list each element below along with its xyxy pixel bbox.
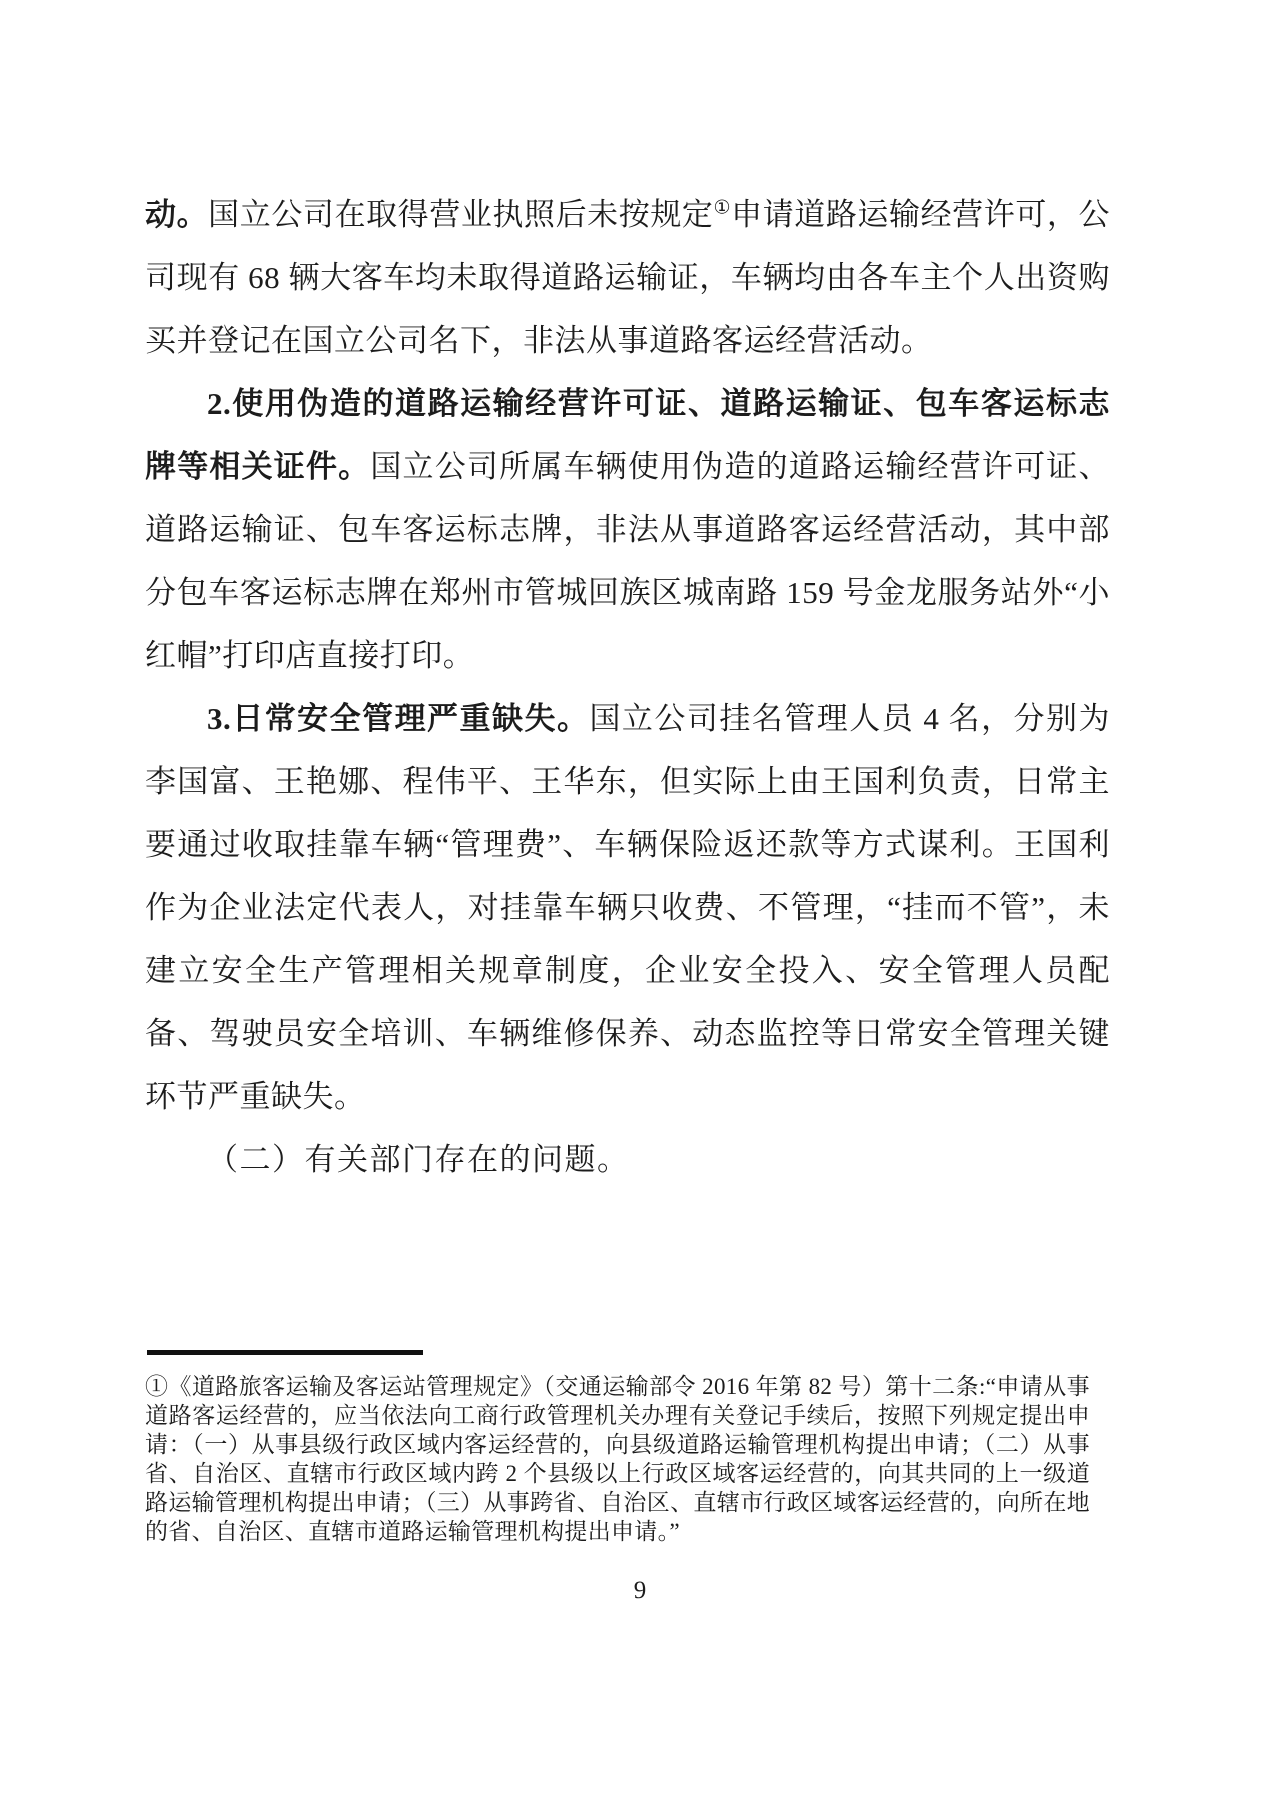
- para3-text: 国立公司挂名管理人员 4 名，分别为李国富、王艳娜、程伟平、王华东，但实际上由王国利负责，日常主要通过收取挂靠车辆“管理费”、车辆保险返还款等方式谋利。王国利作为企业法定代表人，对挂靠车辆只收费、不管理，“挂而不管”，未建立安全生产管理相关规章制度，企业安全投入、安全管理人员配备、驾驶员安全培训、车辆维修保养、动态监控等日常安全管理关键环节严重缺失。: [145, 701, 1111, 1114]
- para2-bold-heading: 2.使用伪造的道路运输经营许可证、道路运输证、包车客运标志牌等相关证件。: [145, 386, 1110, 484]
- para1-bold-tail: 动。: [145, 197, 209, 232]
- para3-bold-heading: 3.日常安全管理严重缺失。: [207, 701, 590, 736]
- main-content: [145, 183, 1110, 1191]
- section-heading-text: （二）有关部门存在的问题。: [207, 1142, 630, 1177]
- footnote-separator-line: [147, 1350, 423, 1355]
- para1-text: 国立公司在取得营业执照后未按规定: [208, 197, 714, 232]
- footnote-body-text: 《道路旅客运输及客运站管理规定》（交通运输部令 2016 年第 82 号）第十二条:“申请从事道路客运经营的，应当依法向工商行政管理机关办理有关登记手续后，按照下列规定提出申请：（一）从事县级行政区域内客运经营的，向县级道路运输管理机构提出申请；（二）从事省、自治区、直辖市行政区域内跨 2 个县级以上行政区域客运经营的，向其共同的上一级道路运输管理机构提出申请；（三）从事跨省、自治区、直辖市行政区域客运经营的，向所在地的省、自治区、直辖市道路运输管理机构提出申请。”: [145, 1374, 1090, 1544]
- para1-text-continued: 申请道路运输经营许可，公司现有 68 辆大客车均未取得道路运输证，车辆均由各车主个人出资购买并登记在国立公司名下，非法从事道路客运经营活动。: [145, 197, 1111, 358]
- paragraph-3: [145, 687, 1110, 1128]
- footnote-ref-mark: ①: [145, 1374, 169, 1399]
- paragraph-2: [145, 372, 1110, 687]
- paragraph-4-section-heading: [145, 1128, 1110, 1191]
- paragraph-1: [145, 183, 1110, 372]
- para2-text: 国立公司所属车辆使用伪造的道路运输经营许可证、道路运输证、包车客运标志牌，非法从事道路客运经营活动，其中部分包车客运标志牌在郑州市管城回族区城南路 159 号金龙服务站外“小红帽”打印店直接打印。: [145, 449, 1110, 673]
- footnote-reference-mark: ①: [713, 197, 732, 219]
- page-number: 9: [633, 1577, 647, 1604]
- footnote-text: [145, 1372, 1090, 1546]
